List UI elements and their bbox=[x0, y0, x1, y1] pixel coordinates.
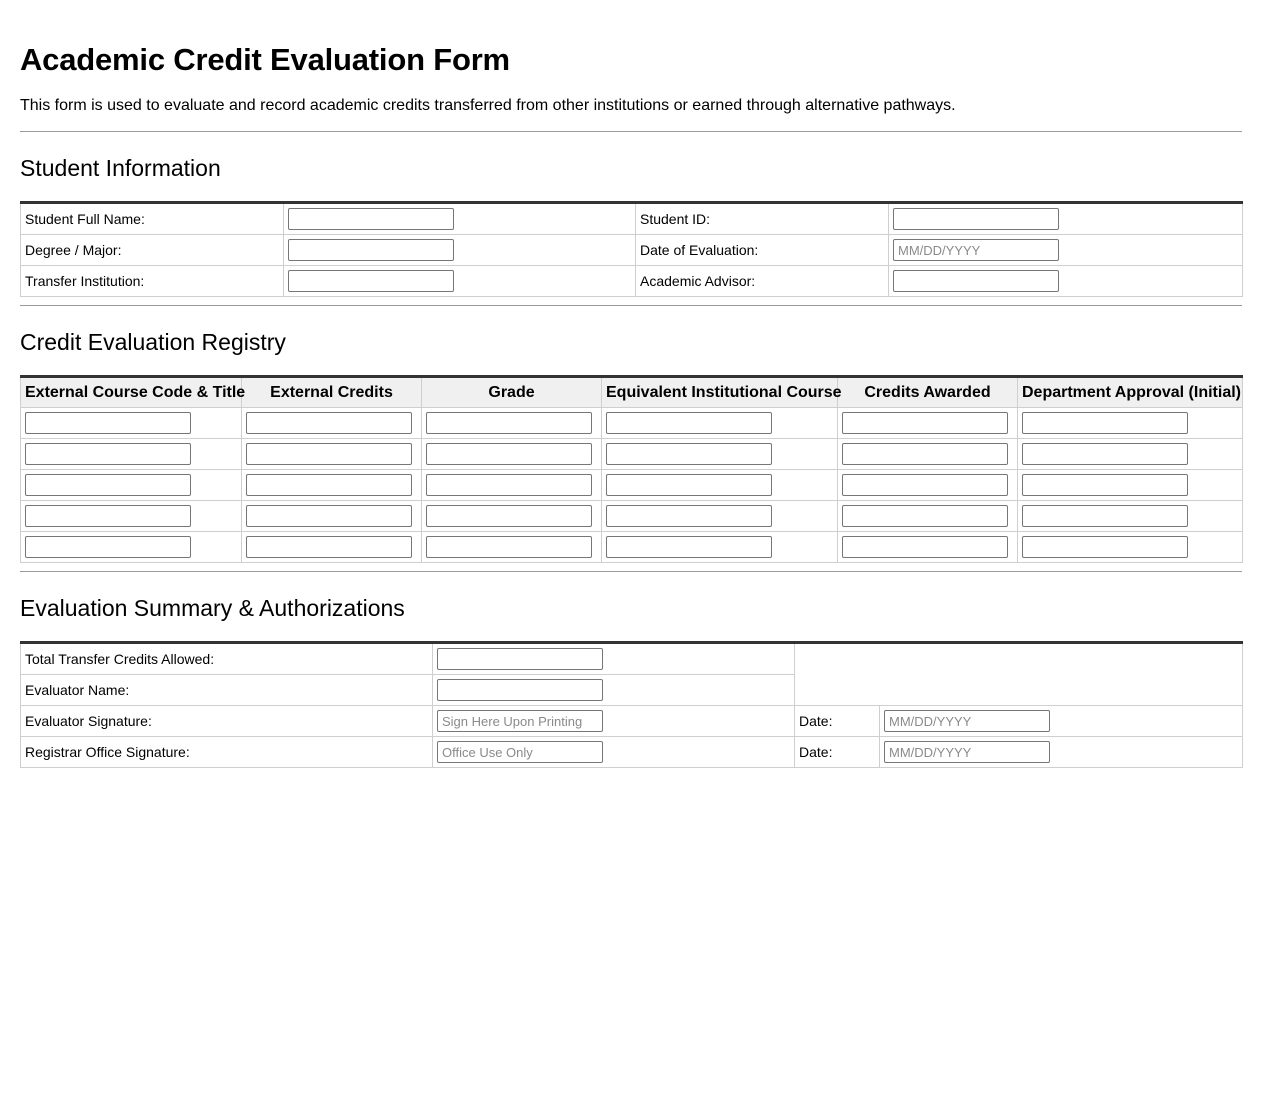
summary-row bbox=[21, 706, 1243, 737]
table-cell bbox=[602, 470, 838, 501]
table-cell bbox=[21, 501, 242, 532]
table-cell bbox=[602, 439, 838, 470]
table-cell bbox=[422, 501, 602, 532]
student-full-name-cell bbox=[284, 203, 636, 235]
evaluator-signature-input[interactable] bbox=[437, 710, 603, 732]
table-cell bbox=[838, 532, 1018, 563]
external-credits-input[interactable] bbox=[246, 536, 412, 558]
table-cell bbox=[422, 470, 602, 501]
student-info-row bbox=[21, 235, 1243, 266]
external-credits-input[interactable] bbox=[246, 474, 412, 496]
table-row bbox=[21, 439, 1243, 470]
credits-awarded-input[interactable] bbox=[842, 443, 1008, 465]
column-header-external-credits: External Credits bbox=[242, 377, 422, 408]
table-cell bbox=[838, 501, 1018, 532]
column-header-department-approval: Department Approval (Initial) bbox=[1018, 377, 1243, 408]
column-header-external-course: External Course Code & Title bbox=[21, 377, 242, 408]
degree-major-input[interactable] bbox=[288, 239, 454, 261]
external-course-input[interactable] bbox=[25, 412, 191, 434]
equivalent-course-input[interactable] bbox=[606, 505, 772, 527]
department-approval-input[interactable] bbox=[1022, 536, 1188, 558]
grade-input[interactable] bbox=[426, 412, 592, 434]
department-approval-input[interactable] bbox=[1022, 443, 1188, 465]
table-row bbox=[21, 501, 1243, 532]
evaluator-signature-label: Evaluator Signature: bbox=[21, 706, 433, 737]
student-info-heading: Student Information bbox=[20, 155, 221, 181]
summary-row bbox=[21, 737, 1243, 768]
table-cell bbox=[602, 408, 838, 439]
grade-input[interactable] bbox=[426, 536, 592, 558]
external-course-input[interactable] bbox=[25, 505, 191, 527]
summary-heading: Evaluation Summary & Authorizations bbox=[20, 595, 405, 621]
transfer-institution-cell bbox=[284, 266, 636, 297]
department-approval-input[interactable] bbox=[1022, 412, 1188, 434]
student-full-name-label: Student Full Name: bbox=[21, 203, 284, 235]
credits-awarded-input[interactable] bbox=[842, 474, 1008, 496]
credits-awarded-input[interactable] bbox=[842, 505, 1008, 527]
table-cell bbox=[838, 408, 1018, 439]
external-credits-input[interactable] bbox=[246, 443, 412, 465]
summary-table bbox=[20, 641, 1243, 768]
grade-input[interactable] bbox=[426, 474, 592, 496]
credits-awarded-input[interactable] bbox=[842, 412, 1008, 434]
external-course-input[interactable] bbox=[25, 443, 191, 465]
table-row bbox=[21, 532, 1243, 563]
department-approval-input[interactable] bbox=[1022, 505, 1188, 527]
divider bbox=[20, 131, 1242, 132]
date-of-evaluation-cell bbox=[889, 235, 1243, 266]
table-cell bbox=[1018, 470, 1243, 501]
student-id-label: Student ID: bbox=[636, 203, 889, 235]
summary-blank-cell bbox=[795, 643, 1243, 706]
summary-row bbox=[21, 643, 1243, 675]
registrar-date-cell bbox=[880, 737, 1243, 768]
evaluator-signature-cell bbox=[433, 706, 795, 737]
registrar-signature-cell bbox=[433, 737, 795, 768]
evaluator-date-label: Date: bbox=[795, 706, 880, 737]
evaluator-name-input[interactable] bbox=[437, 679, 603, 701]
external-course-input[interactable] bbox=[25, 536, 191, 558]
academic-advisor-label: Academic Advisor: bbox=[636, 266, 889, 297]
credits-awarded-input[interactable] bbox=[842, 536, 1008, 558]
date-of-evaluation-label: Date of Evaluation: bbox=[636, 235, 889, 266]
table-cell bbox=[838, 439, 1018, 470]
table-cell bbox=[602, 501, 838, 532]
divider bbox=[20, 305, 1242, 306]
external-credits-input[interactable] bbox=[246, 505, 412, 527]
table-cell bbox=[1018, 439, 1243, 470]
table-cell bbox=[242, 439, 422, 470]
student-id-input[interactable] bbox=[893, 208, 1059, 230]
academic-advisor-cell bbox=[889, 266, 1243, 297]
equivalent-course-input[interactable] bbox=[606, 412, 772, 434]
table-cell bbox=[1018, 532, 1243, 563]
equivalent-course-input[interactable] bbox=[606, 474, 772, 496]
evaluator-date-cell bbox=[880, 706, 1243, 737]
table-cell bbox=[242, 501, 422, 532]
total-credits-label: Total Transfer Credits Allowed: bbox=[21, 643, 433, 675]
table-cell bbox=[1018, 408, 1243, 439]
table-cell bbox=[242, 532, 422, 563]
table-cell bbox=[242, 470, 422, 501]
registrar-date-label: Date: bbox=[795, 737, 880, 768]
registry-table bbox=[20, 375, 1243, 563]
transfer-institution-input[interactable] bbox=[288, 270, 454, 292]
grade-input[interactable] bbox=[426, 443, 592, 465]
table-cell bbox=[838, 470, 1018, 501]
intro-text: This form is used to evaluate and record academic credits transferred from other institutions or earned through alternative pathways. bbox=[20, 97, 956, 114]
column-header-grade: Grade bbox=[422, 377, 602, 408]
table-cell bbox=[1018, 501, 1243, 532]
equivalent-course-input[interactable] bbox=[606, 443, 772, 465]
transfer-institution-label: Transfer Institution: bbox=[21, 266, 284, 297]
table-cell bbox=[21, 408, 242, 439]
academic-advisor-input[interactable] bbox=[893, 270, 1059, 292]
table-cell bbox=[242, 408, 422, 439]
evaluator-name-label: Evaluator Name: bbox=[21, 675, 433, 706]
student-id-cell bbox=[889, 203, 1243, 235]
student-info-row bbox=[21, 266, 1243, 297]
table-cell bbox=[422, 408, 602, 439]
table-cell bbox=[21, 470, 242, 501]
registrar-signature-input[interactable] bbox=[437, 741, 603, 763]
registrar-date-input[interactable] bbox=[884, 741, 1050, 763]
column-header-credits-awarded: Credits Awarded bbox=[838, 377, 1018, 408]
equivalent-course-input[interactable] bbox=[606, 536, 772, 558]
divider bbox=[20, 571, 1242, 572]
student-info-row bbox=[21, 203, 1243, 235]
registry-heading: Credit Evaluation Registry bbox=[20, 329, 286, 355]
evaluator-date-input[interactable] bbox=[884, 710, 1050, 732]
table-cell bbox=[21, 532, 242, 563]
degree-major-cell bbox=[284, 235, 636, 266]
table-cell bbox=[422, 532, 602, 563]
external-course-input[interactable] bbox=[25, 474, 191, 496]
table-row bbox=[21, 470, 1243, 501]
evaluator-name-cell bbox=[433, 675, 795, 706]
registrar-signature-label: Registrar Office Signature: bbox=[21, 737, 433, 768]
page-title: Academic Credit Evaluation Form bbox=[20, 42, 510, 77]
total-credits-cell bbox=[433, 643, 795, 675]
external-credits-input[interactable] bbox=[246, 412, 412, 434]
student-info-table bbox=[20, 201, 1243, 297]
student-full-name-input[interactable] bbox=[288, 208, 454, 230]
total-credits-input[interactable] bbox=[437, 648, 603, 670]
table-row bbox=[21, 408, 1243, 439]
grade-input[interactable] bbox=[426, 505, 592, 527]
table-cell bbox=[422, 439, 602, 470]
registry-header-row bbox=[21, 377, 1243, 408]
degree-major-label: Degree / Major: bbox=[21, 235, 284, 266]
table-cell bbox=[21, 439, 242, 470]
department-approval-input[interactable] bbox=[1022, 474, 1188, 496]
table-cell bbox=[602, 532, 838, 563]
date-of-evaluation-input[interactable] bbox=[893, 239, 1059, 261]
column-header-equivalent-course: Equivalent Institutional Course bbox=[602, 377, 838, 408]
